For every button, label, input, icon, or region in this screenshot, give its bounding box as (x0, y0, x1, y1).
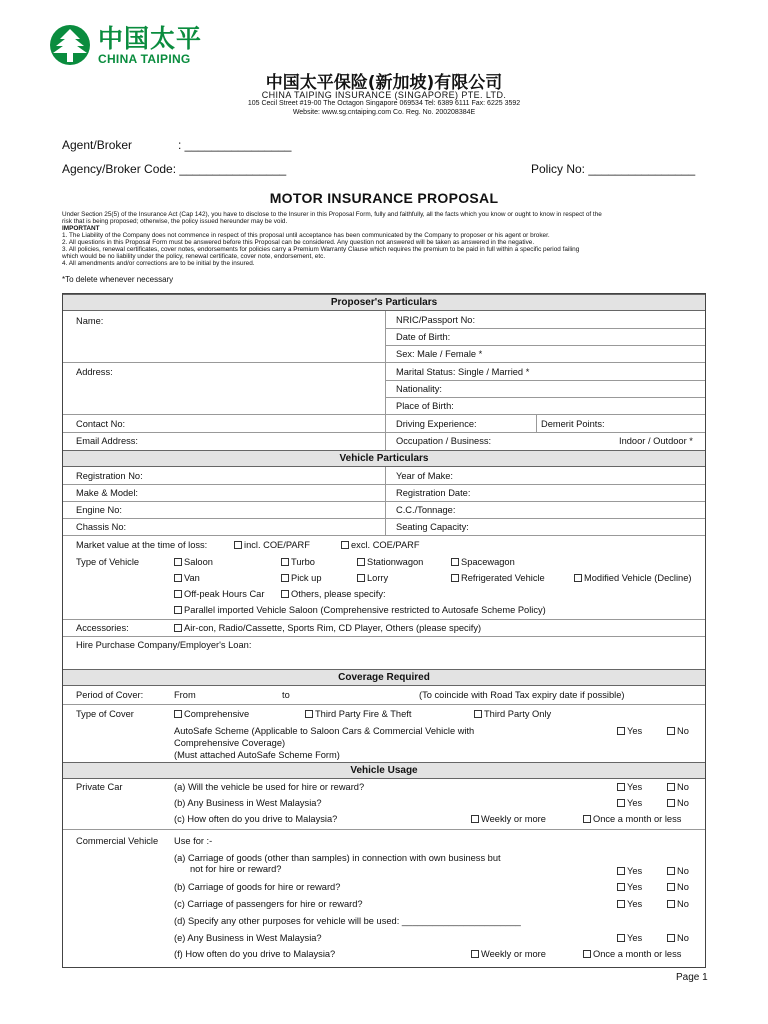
hire-purchase-field[interactable]: Hire Purchase Company/Employer's Loan: (76, 640, 252, 650)
name-field[interactable]: Name: (76, 316, 104, 326)
registration-date-field[interactable]: Registration Date: (396, 488, 471, 498)
cover-to-field[interactable]: to (282, 690, 290, 700)
accessories-label: Accessories: (76, 623, 129, 633)
company-name-cn: 中国太平保险(新加坡)有限公司 (265, 73, 503, 93)
checkbox-icon (174, 558, 182, 566)
checkbox-icon (174, 590, 182, 598)
company-address: 105 Cecil Street #19-00 The Octagon Singapore 069534 Tel: 6389 6111 Fax: 6225 3592 (247, 100, 521, 107)
marital-status-field[interactable]: Marital Status: Single / Married * (396, 367, 530, 377)
checkbox-icon (617, 883, 625, 891)
company-website: Website: www.sg.cntaiping.com Co. Reg. No. 200208384E (292, 109, 476, 116)
commercial-vehicle-label: Commercial Vehicle (76, 836, 159, 846)
logo-en-text: CHINA TAIPING (98, 51, 191, 66)
incl-coe-checkbox[interactable]: incl. COE/PARF (234, 540, 310, 551)
tree-logo-icon (46, 24, 94, 66)
commercial-q-a-line-2: not for hire or reward? (190, 864, 282, 874)
lorry-checkbox[interactable]: Lorry (357, 573, 388, 584)
use-for-label: Use for :- (174, 836, 213, 846)
occupation-field[interactable]: Occupation / Business: (396, 436, 492, 446)
type-of-vehicle-label: Type of Vehicle (76, 557, 140, 567)
checkbox-icon (667, 934, 675, 942)
checkbox-icon (305, 710, 313, 718)
type-of-cover-label: Type of Cover (76, 709, 134, 719)
commercial-c-no-checkbox[interactable]: No (667, 899, 689, 910)
proposal-form-table (62, 293, 706, 968)
commercial-q-f: (f) How often do you drive to Malaysia? (174, 949, 336, 959)
pickup-checkbox[interactable]: Pick up (281, 573, 322, 584)
modified-vehicle-checkbox[interactable]: Modified Vehicle (Decline) (574, 573, 691, 584)
autosafe-line-2: Comprehensive Coverage) (174, 738, 286, 748)
intro-line-2: risk that is being proposed; otherwise, the policy issued hereunder may be void. (62, 218, 288, 225)
agent-field[interactable]: : ________________ (178, 138, 292, 152)
turbo-checkbox[interactable]: Turbo (281, 557, 315, 568)
commercial-e-no-checkbox[interactable]: No (667, 933, 689, 944)
company-logo (46, 24, 202, 66)
checkbox-icon (281, 574, 289, 582)
offpeak-checkbox[interactable]: Off-peak Hours Car (174, 589, 264, 600)
indoor-outdoor-field[interactable]: Indoor / Outdoor * (619, 436, 693, 446)
private-q-b: (b) Any Business in West Malaysia? (174, 798, 322, 808)
private-b-no-checkbox[interactable]: No (667, 798, 689, 809)
checkbox-icon (474, 710, 482, 718)
cover-from-field[interactable]: From (174, 690, 196, 700)
checkbox-icon (357, 558, 365, 566)
parallel-import-checkbox[interactable]: Parallel imported Vehicle Saloon (Comprehensive restricted to Autosafe Scheme Policy) (174, 605, 546, 616)
period-of-cover-label: Period of Cover: (76, 690, 144, 700)
sex-field[interactable]: Sex: Male / Female * (396, 349, 483, 359)
checkbox-icon (617, 727, 625, 735)
place-of-birth-field[interactable]: Place of Birth: (396, 401, 454, 411)
checkbox-icon (341, 541, 349, 549)
nationality-field[interactable]: Nationality: (396, 384, 442, 394)
checkbox-icon (667, 727, 675, 735)
commercial-monthly-checkbox[interactable]: Once a month or less (583, 949, 681, 960)
private-b-yes-checkbox[interactable]: Yes (617, 798, 642, 809)
checkbox-icon (174, 574, 182, 582)
saloon-checkbox[interactable]: Saloon (174, 557, 213, 568)
logo-cn-text: 中国太平 (98, 23, 203, 53)
checkbox-icon (667, 883, 675, 891)
commercial-c-yes-checkbox[interactable]: Yes (617, 899, 642, 910)
private-weekly-checkbox[interactable]: Weekly or more (471, 814, 546, 825)
commercial-a-yes-checkbox[interactable]: Yes (617, 866, 642, 877)
agency-code-field[interactable]: Agency/Broker Code: ________________ (62, 162, 287, 176)
checkbox-icon (617, 783, 625, 791)
checkbox-icon (617, 900, 625, 908)
others-vehicle-checkbox[interactable]: Others, please specify: (281, 589, 386, 600)
checkbox-icon (667, 799, 675, 807)
seating-capacity-field[interactable]: Seating Capacity: (396, 522, 469, 532)
commercial-q-a-line-1: (a) Carriage of goods (other than samples) in connection with own business but (174, 853, 501, 863)
checkbox-icon (234, 541, 242, 549)
important-item-3a: 3. All policies, renewal certificates, cover notes, endorsements for policies carry a Premium Warranty Clause which requires the premium to be paid in full within a specific period failing (62, 246, 580, 253)
important-item-3b: which would be no liability under the policy, renewal certificate, cover note, endorsement, etc. (62, 253, 326, 260)
autosafe-yes-checkbox[interactable]: Yes (617, 726, 642, 737)
registration-no-field[interactable]: Registration No: (76, 471, 143, 481)
usage-heading: Vehicle Usage (63, 762, 705, 779)
checkbox-icon (617, 799, 625, 807)
page-number: Page 1 (676, 972, 708, 983)
form-title: MOTOR INSURANCE PROPOSAL (269, 190, 499, 206)
accessories-checkbox[interactable]: Air-con, Radio/Cassette, Sports Rim, CD Player, Others (please specify) (174, 623, 481, 634)
checkbox-icon (617, 867, 625, 875)
commercial-b-no-checkbox[interactable]: No (667, 882, 689, 893)
spacewagon-checkbox[interactable]: Spacewagon (451, 557, 515, 568)
cc-tonnage-field[interactable]: C.C./Tonnage: (396, 505, 456, 515)
commercial-q-b: (b) Carriage of goods for hire or reward? (174, 882, 341, 892)
checkbox-icon (451, 558, 459, 566)
engine-no-field[interactable]: Engine No: (76, 505, 122, 515)
checkbox-icon (357, 574, 365, 582)
autosafe-line-3: (Must attached AutoSafe Scheme Form) (174, 750, 340, 760)
policy-no-field[interactable]: Policy No: ________________ (531, 162, 696, 176)
excl-coe-checkbox[interactable]: excl. COE/PARF (341, 540, 420, 551)
autosafe-no-checkbox[interactable]: No (667, 726, 689, 737)
commercial-e-yes-checkbox[interactable]: Yes (617, 933, 642, 944)
checkbox-icon (471, 815, 479, 823)
coverage-heading: Coverage Required (63, 669, 705, 686)
commercial-weekly-checkbox[interactable]: Weekly or more (471, 949, 546, 960)
private-q-c: (c) How often do you drive to Malaysia? (174, 814, 338, 824)
commercial-q-e: (e) Any Business in West Malaysia? (174, 933, 322, 943)
nric-field[interactable]: NRIC/Passport No: (396, 315, 476, 325)
checkbox-icon (583, 815, 591, 823)
private-q-a: (a) Will the vehicle be used for hire or reward? (174, 782, 365, 792)
proposer-heading: Proposer's Particulars (63, 294, 705, 311)
private-monthly-checkbox[interactable]: Once a month or less (583, 814, 681, 825)
checkbox-icon (583, 950, 591, 958)
checkbox-icon (667, 867, 675, 875)
important-heading: IMPORTANT (62, 225, 100, 232)
private-a-no-checkbox[interactable]: No (667, 782, 689, 793)
checkbox-icon (451, 574, 459, 582)
demerit-points-field[interactable]: Demerit Points: (541, 419, 605, 429)
stationwagon-checkbox[interactable]: Stationwagon (357, 557, 423, 568)
contact-field[interactable]: Contact No: (76, 419, 126, 429)
checkbox-icon (281, 558, 289, 566)
chassis-no-field[interactable]: Chassis No: (76, 522, 127, 532)
checkbox-icon (471, 950, 479, 958)
checkbox-icon (617, 934, 625, 942)
autosafe-line-1: AutoSafe Scheme (Applicable to Saloon Cars & Commercial Vehicle with (174, 726, 475, 736)
email-field[interactable]: Email Address: (76, 436, 139, 446)
checkbox-icon (667, 900, 675, 908)
commercial-a-no-checkbox[interactable]: No (667, 866, 689, 877)
important-item-4: 4. All amendments and/or corrections are to be initial by the insured. (62, 260, 255, 267)
checkbox-icon (281, 590, 289, 598)
year-of-make-field[interactable]: Year of Make: (396, 471, 454, 481)
important-item-2: 2. All questions in this Proposal Form must be answered before this Proposal can be considered. Any question not answered will be taken as answered in the negative. (62, 239, 535, 246)
company-name-en: CHINA TAIPING INSURANCE (SINGAPORE) PTE. LTD. (261, 90, 507, 100)
third-party-only-checkbox[interactable]: Third Party Only (474, 709, 551, 720)
agent-label: Agent/Broker (62, 138, 133, 152)
market-value-label: Market value at the time of loss: (76, 540, 208, 550)
checkbox-icon (574, 574, 582, 582)
dob-field[interactable]: Date of Birth: (396, 332, 451, 342)
checkbox-icon (174, 606, 182, 614)
comprehensive-checkbox[interactable]: Comprehensive (174, 709, 249, 720)
checkbox-icon (667, 783, 675, 791)
address-field[interactable]: Address: (76, 367, 113, 377)
refrigerated-checkbox[interactable]: Refrigerated Vehicle (451, 573, 545, 584)
checkbox-icon (174, 624, 182, 632)
driving-experience-field[interactable]: Driving Experience: (396, 419, 477, 429)
intro-line-1: Under Section 25(5) of the Insurance Act (Cap 142), you have to disclose to the Insurer in this Proposal Form, fully and faithfully, all the facts which you know or ought to know in respect of the (62, 211, 602, 218)
van-checkbox[interactable]: Van (174, 573, 200, 584)
checkbox-icon (174, 710, 182, 718)
commercial-b-yes-checkbox[interactable]: Yes (617, 882, 642, 893)
vehicle-heading: Vehicle Particulars (63, 450, 705, 467)
private-car-label: Private Car (76, 782, 123, 792)
private-a-yes-checkbox[interactable]: Yes (617, 782, 642, 793)
delete-note: *To delete whenever necessary (62, 275, 174, 284)
commercial-q-d-field[interactable]: (d) Specify any other purposes for vehicle will be used: _______________________ (174, 916, 521, 926)
coincide-note: (To coincide with Road Tax expiry date if possible) (419, 690, 625, 700)
third-party-fire-theft-checkbox[interactable]: Third Party Fire & Theft (305, 709, 411, 720)
make-model-field[interactable]: Make & Model: (76, 488, 139, 498)
important-item-1: 1. The Liability of the Company does not commence in respect of this proposal until acceptance has been communicated by the Company to proposer or his agent or broker. (62, 232, 550, 239)
commercial-q-c: (c) Carriage of passengers for hire or reward? (174, 899, 363, 909)
